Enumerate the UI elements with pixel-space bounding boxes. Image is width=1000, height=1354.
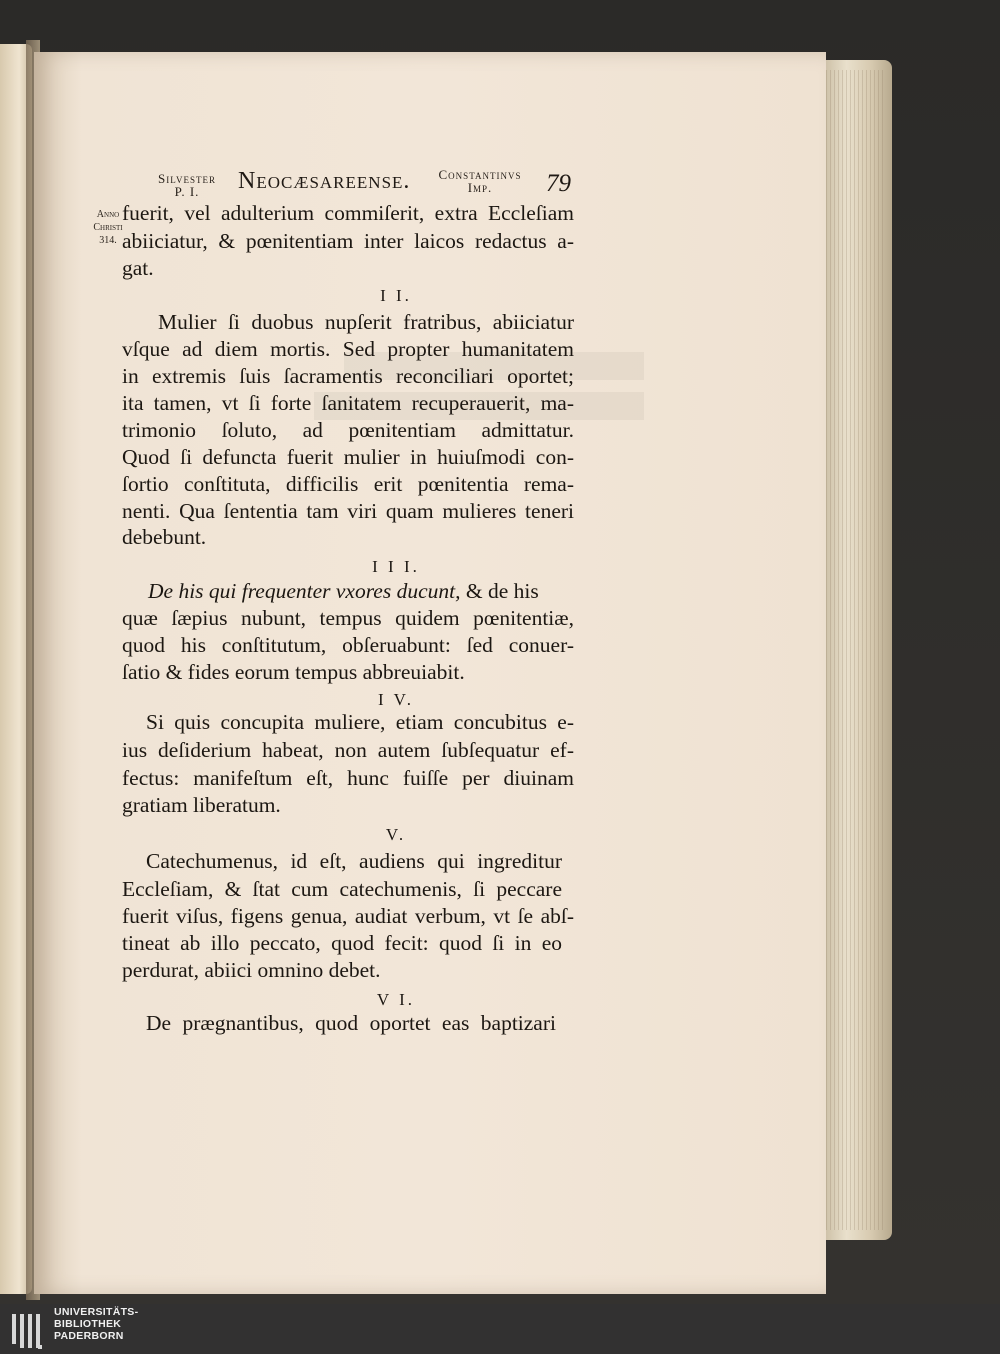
logo-dot-icon [38,1345,42,1349]
section-numeral: I I I. [372,557,420,576]
section-numeral: I I. [380,286,412,305]
section-numeral: I V. [378,690,414,709]
text-line: ius deſiderium habeat, non autem ſubſequatur ef- [122,738,574,762]
header-left-line2: P. I. [174,184,200,199]
text-line: Eccleſiam, & ſtat cum catechumenis, ſi peccare [122,877,562,901]
section-numeral: V. [385,825,407,844]
running-header-left [148,172,226,198]
text-line: gat. [122,256,154,280]
roman-phrase: & de his [460,579,539,603]
text-line: ita tamen, vt ſi forte ſanitatem recuperauerit, ma- [122,391,574,415]
section-numeral: V I. [376,990,416,1009]
text-line: De prægnantibus, quod oportet eas baptizari [146,1011,556,1035]
page-number: 79 [546,170,571,197]
text-line: Quod ſi defuncta fuerit mulier in huiuſmodi con- [122,445,574,469]
text-line: fectus: manifeſtum eſt, hunc fuiſſe per diuinam [122,766,574,790]
text-line: ſatio & fides eorum tempus abbreuiabit. [122,660,465,684]
library-footer [0,1304,1000,1354]
text-line: trimonio ſoluto, ad pœnitentiam admittatur. [122,418,574,442]
header-left-line1: Silvester [158,171,216,186]
text-line: tineat ab illo peccato, quod fecit: quod ſi in eo [122,931,562,955]
text-line [148,578,574,604]
library-name-line: BIBLIOTHEK [54,1318,122,1330]
text-line: fuerit viſus, figens genua, audiat verbum, vt ſe abſ- [122,904,574,928]
italic-phrase: De his qui frequenter vxores ducunt, [148,579,461,603]
header-right-line1: Constantinvs [438,167,522,182]
text-line: Catechumenus, id eſt, audiens qui ingreditur [146,849,562,873]
text-line: Si quis concupita muliere, etiam concubitus e- [146,710,574,734]
header-right-line2: Imp. [467,180,493,195]
library-name [54,1306,138,1342]
page-edges [826,70,886,1230]
text-line: quæ ſæpius nubunt, tempus quidem pœnitentiæ, [122,606,574,630]
running-header-right [428,168,532,194]
text-line: perdurat, abiici omnino debet. [122,958,381,982]
text-line: vſque ad diem mortis. Sed propter humanitatem [122,337,574,361]
text-line: gratiam liberatum. [122,793,281,817]
margin-note-line: Christi [93,222,123,233]
text-line: abiiciatur, & pœnitentiam inter laicos redactus a- [122,229,574,253]
text-line: nenti. Qua ſententia tam viri quam mulieres teneri [122,499,574,523]
text-line: Mulier ſi duobus nupſerit fratribus, abiiciatur [158,310,574,334]
text-line: debebunt. [122,525,207,549]
margin-note-line: 314. [99,235,117,246]
margin-note-line: Anno [96,209,120,220]
text-line: ſortio conſtituta, difficilis erit pœnitentia rema- [122,472,574,496]
library-name-line: PADERBORN [54,1330,124,1342]
library-name-line: UNIVERSITÄTS- [54,1306,139,1318]
text-line: fuerit, vel adulterium commiſerit, extra Eccleſiam [122,201,574,225]
text-line: in extremis ſuis ſacramentis reconciliari oportet; [122,364,574,388]
text-line: quod his conſtitutum, obſeruabunt: ſed conuer- [122,633,574,657]
page-title: Neocæsareense. [238,168,411,194]
